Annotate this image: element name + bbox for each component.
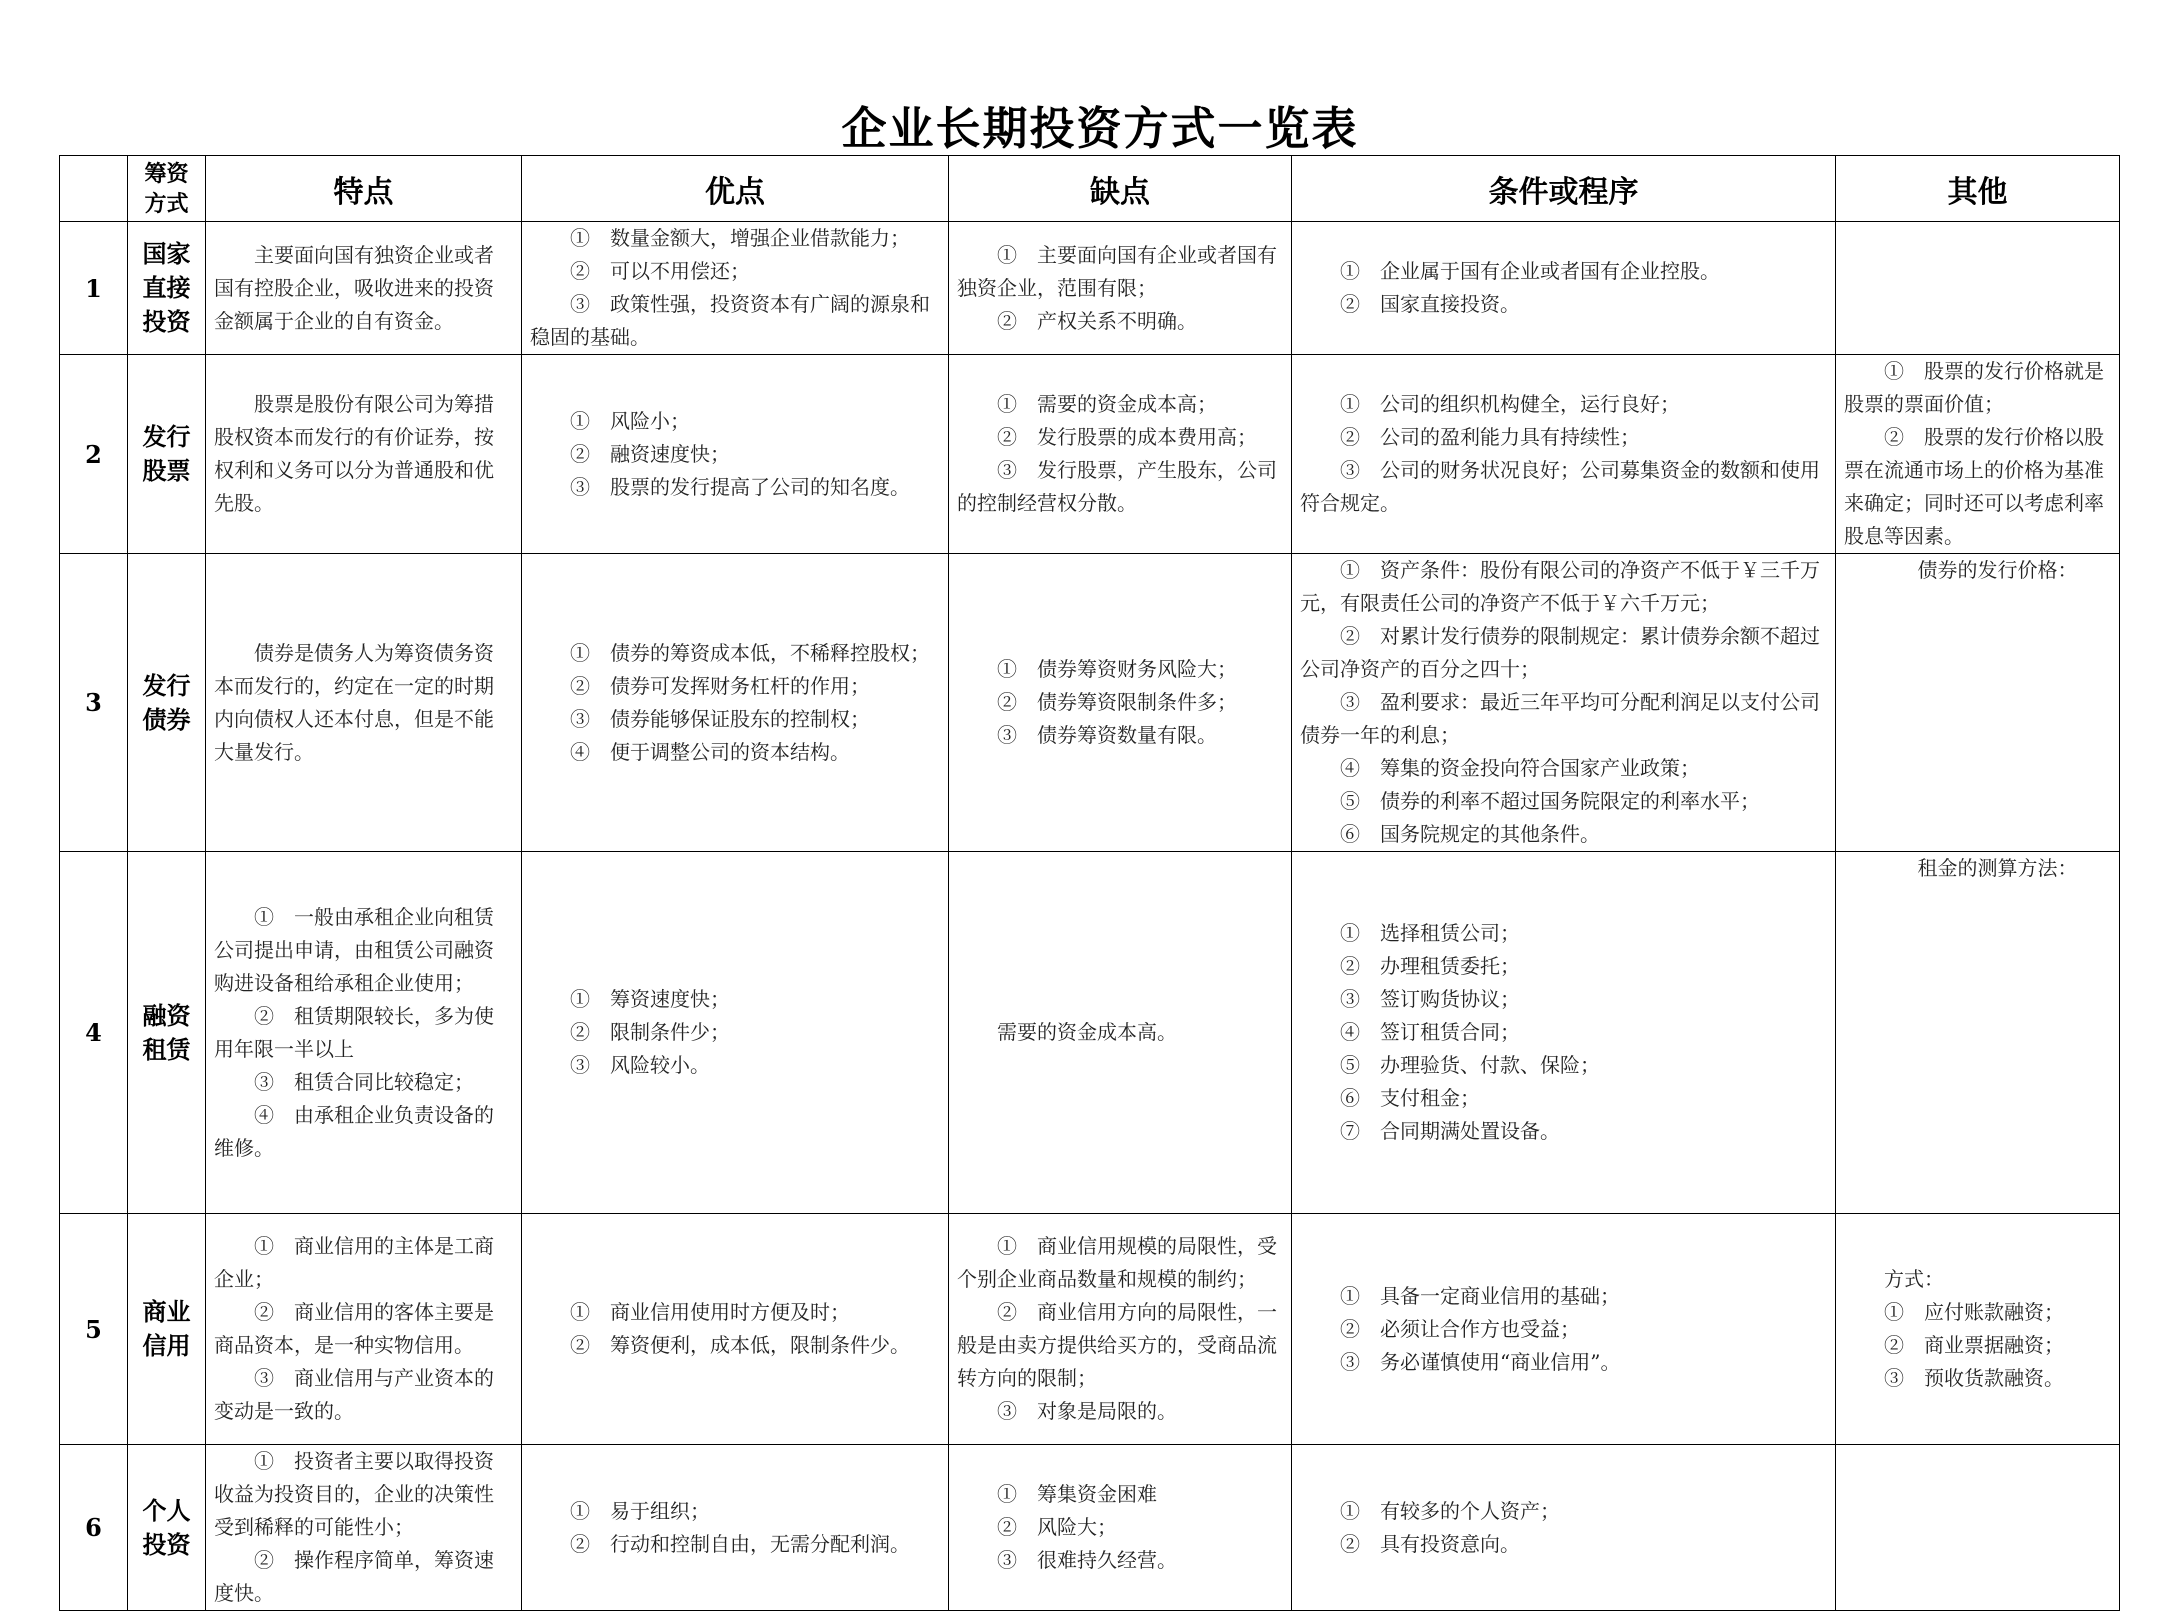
cell-line: ① 商业信用使用时方便及时；: [570, 1300, 850, 1324]
financing-method: [128, 222, 206, 355]
cell-line: ③ 对象是局限的。: [997, 1399, 1177, 1423]
other-cell: [1836, 222, 2120, 355]
cell-line: ② 商业票据融资；: [1884, 1333, 2064, 1357]
method-line: 租赁: [142, 1034, 191, 1064]
cons-cell: [949, 355, 1292, 554]
cell-line: ① 数量金额大，增强企业借款能力；: [570, 226, 910, 250]
cell-line: ④ 筹集的资金投向符合国家产业政策；: [1340, 756, 1700, 780]
row-number: 4: [60, 852, 128, 1214]
cell-line: ② 商业信用方向的局限性，一般是由卖方提供给买方的，受商品流转方向的限制；: [957, 1300, 1277, 1390]
cell-line: ② 限制条件少；: [570, 1020, 730, 1044]
feature-cell: [206, 852, 522, 1214]
table-row: [60, 355, 2120, 554]
financing-method: [128, 1214, 206, 1445]
financing-method: [128, 1445, 206, 1611]
cons-cell: [949, 852, 1292, 1214]
cons-cell: [949, 222, 1292, 355]
method-line: 商业: [142, 1297, 191, 1326]
method-line: 信用: [142, 1331, 191, 1360]
cell-line: ② 国家直接投资。: [1340, 292, 1520, 316]
cell-line: ② 公司的盈利能力具有持续性；: [1340, 425, 1640, 449]
cell-line: ⑦ 合同期满处置设备。: [1340, 1119, 1560, 1143]
feature-cell: [206, 1445, 522, 1611]
cell-line: ① 选择租赁公司；: [1340, 921, 1520, 945]
cell-line: ③ 商业信用与产业资本的变动是一致的。: [214, 1366, 494, 1423]
cell-line: 债券的发行价格：: [1917, 558, 2078, 582]
row-number: 3: [60, 554, 128, 852]
cons-cell: [949, 554, 1292, 852]
cell-line: ① 主要面向国有企业或者国有独资企业，范围有限；: [957, 242, 1277, 300]
row-number: 1: [60, 222, 128, 355]
header-cons: 缺点: [949, 156, 1292, 222]
cell-line: ② 债券可发挥财务杠杆的作用；: [570, 673, 870, 698]
method-line: 个人: [142, 1495, 191, 1525]
cell-line: 需要的资金成本高。: [997, 1020, 1177, 1044]
feature-cell: [206, 355, 522, 554]
cell-line: ① 具备一定商业信用的基础；: [1340, 1283, 1620, 1308]
cell-line: ③ 务必谨慎使用“商业信用”。: [1340, 1349, 1621, 1374]
cell-line: ② 办理租赁委托；: [1340, 954, 1520, 978]
cell-line: ① 有较多的个人资产；: [1340, 1498, 1560, 1523]
cell-line: ① 公司的组织机构健全，运行良好；: [1340, 392, 1680, 416]
cell-line: ③ 预收货款融资。: [1884, 1366, 2064, 1390]
cell-line: ④ 由承租企业负责设备的维修。: [214, 1102, 494, 1160]
table-row: [60, 852, 2120, 1214]
cell-line: ① 易于组织；: [570, 1498, 710, 1523]
cell-line: ⑤ 债券的利率不超过国务院限定的利率水平；: [1340, 789, 1760, 813]
cell-line: ① 企业属于国有企业或者国有企业控股。: [1340, 259, 1720, 283]
cell-line: ③ 很难持久经营。: [997, 1548, 1177, 1572]
method-line: 发行: [142, 422, 191, 451]
row-number: 5: [60, 1214, 128, 1445]
feature-cell: [206, 554, 522, 852]
method-line: 债券: [142, 704, 191, 734]
financing-method: [128, 852, 206, 1214]
financing-method: [128, 355, 206, 554]
cell-line: ③ 盈利要求：最近三年平均可分配利润足以支付公司债券一年的利息；: [1300, 690, 1820, 747]
cons-cell: [949, 1214, 1292, 1445]
table-row: [60, 1214, 2120, 1445]
conditions-cell: [1292, 554, 1836, 852]
cell-line: 租金的测算方法：: [1917, 856, 2078, 880]
pros-cell: [522, 1214, 949, 1445]
table-row: [60, 554, 2120, 852]
cell-line: ② 必须让合作方也受益；: [1340, 1316, 1580, 1341]
conditions-cell: [1292, 852, 1836, 1214]
method-line: 投资: [142, 307, 191, 336]
cell-line: ③ 债券能够保证股东的控制权；: [570, 706, 870, 731]
cell-line: ② 操作程序简单，筹资速度快。: [214, 1548, 494, 1605]
cell-line: ③ 发行股票，产生股东，公司的控制经营权分散。: [957, 458, 1277, 515]
header-method: [128, 156, 206, 222]
cell-line: ② 债券筹资限制条件多；: [997, 690, 1237, 714]
cell-line: ① 商业信用规模的局限性，受个别企业商品数量和规模的制约；: [957, 1234, 1277, 1291]
conditions-cell: [1292, 355, 1836, 554]
cell-line: ③ 债券筹资数量有限。: [997, 723, 1217, 747]
header-pros: 优点: [522, 156, 949, 222]
cell-line: ① 股票的发行价格就是股票的票面价值；: [1844, 359, 2104, 416]
header-conditions: 条件或程序: [1292, 156, 1836, 222]
header-method-line: 筹资: [144, 160, 189, 187]
pros-cell: [522, 222, 949, 355]
cell-line: ③ 股票的发行提高了公司的知名度。: [570, 474, 910, 499]
method-line: 直接: [142, 273, 191, 302]
header-row: [60, 156, 2120, 222]
other-cell: [1836, 1445, 2120, 1611]
cell-line: ③ 公司的财务状况良好；公司募集资金的数额和使用符合规定。: [1300, 458, 1820, 515]
financing-method: [128, 554, 206, 852]
cell-line: ② 具有投资意向。: [1340, 1531, 1520, 1556]
conditions-cell: [1292, 1214, 1836, 1445]
header-method-line: 方式: [144, 190, 189, 217]
other-cell: [1836, 852, 2120, 1214]
header-number: [60, 156, 128, 222]
cell-line: ① 商业信用的主体是工商企业；: [214, 1234, 494, 1291]
pros-cell: [522, 554, 949, 852]
cell-line: ① 一般由承租企业向租赁公司提出申请，由租赁公司融资购进设备租给承租企业使用；: [214, 904, 494, 995]
cell-line: ② 产权关系不明确。: [997, 308, 1197, 333]
cell-line: ① 债券的筹资成本低，不稀释控股权；: [570, 640, 930, 665]
cell-line: ① 债券筹资财务风险大；: [997, 657, 1237, 681]
row-number: 6: [60, 1445, 128, 1611]
cell-line: ① 风险小；: [570, 408, 690, 433]
cell-line: ② 筹资便利，成本低，限制条件少。: [570, 1333, 910, 1357]
conditions-cell: [1292, 222, 1836, 355]
header-feature: 特点: [206, 156, 522, 222]
conditions-cell: [1292, 1445, 1836, 1611]
header-other: 其他: [1836, 156, 2120, 222]
cell-line: ② 融资速度快；: [570, 441, 730, 466]
other-cell: [1836, 355, 2120, 554]
cell-line: ① 投资者主要以取得投资收益为投资目的，企业的决策性受到稀释的可能性小；: [214, 1449, 494, 1539]
page-title: 企业长期投资方式一览表: [841, 102, 1359, 155]
cell-line: ② 可以不用偿还；: [570, 259, 750, 283]
feature-cell: [206, 1214, 522, 1445]
table-row: [60, 1445, 2120, 1611]
method-line: 融资: [142, 1000, 191, 1030]
cell-line: ③ 签订购货协议；: [1340, 987, 1520, 1011]
pros-cell: [522, 1445, 949, 1611]
cell-line: ① 资产条件：股份有限公司的净资产不低于￥三千万元，有限责任公司的净资产不低于￥六千万元；: [1300, 558, 1820, 615]
pros-cell: [522, 355, 949, 554]
cell-line: ② 商业信用的客体主要是商品资本，是一种实物信用。: [214, 1300, 494, 1357]
other-cell: [1836, 554, 2120, 852]
cell-line: ③ 政策性强，投资资本有广阔的源泉和稳固的基础。: [530, 292, 930, 349]
cell-line: ③ 租赁合同比较稳定；: [254, 1069, 474, 1094]
cell-line: ⑤ 办理验货、付款、保险；: [1340, 1053, 1600, 1077]
other-cell: [1836, 1214, 2120, 1445]
table-row: [60, 222, 2120, 355]
cell-line: ⑥ 国务院规定的其他条件。: [1340, 822, 1600, 846]
cell-line: ② 行动和控制自由，无需分配利润。: [570, 1531, 910, 1556]
cell-line: ② 对累计发行债券的限制规定：累计债券余额不超过公司净资产的百分之四十；: [1300, 624, 1820, 681]
method-line: 发行: [142, 670, 191, 700]
feature-cell: [206, 222, 522, 355]
cell-line: ② 租赁期限较长，多为使用年限一半以上: [214, 1003, 494, 1061]
investment-table: [59, 155, 2120, 1611]
cell-line: 方式：: [1884, 1267, 1944, 1291]
row-number: 2: [60, 355, 128, 554]
cell-line: 债券是债务人为筹资债务资本而发行的，约定在一定的时期内向债权人还本付息，但是不能大量发行。: [214, 640, 494, 764]
method-line: 投资: [142, 1529, 191, 1559]
cell-line: ② 风险大；: [997, 1515, 1117, 1539]
method-line: 国家: [142, 239, 191, 268]
pros-cell: [522, 852, 949, 1214]
cell-line: ① 筹集资金困难: [997, 1482, 1157, 1506]
cell-line: ① 需要的资金成本高；: [997, 392, 1217, 416]
cell-line: 主要面向国有独资企业或者国有控股企业，吸收进来的投资金额属于企业的自有资金。: [214, 242, 494, 333]
cell-line: ④ 签订租赁合同；: [1340, 1020, 1520, 1044]
cons-cell: [949, 1445, 1292, 1611]
cell-line: ② 股票的发行价格以股票在流通市场上的价格为基准来确定；同时还可以考虑利率股息等因素。: [1844, 425, 2104, 548]
cell-line: ③ 风险较小。: [570, 1053, 710, 1077]
cell-line: ① 筹资速度快；: [570, 987, 730, 1011]
cell-line: 股票是股份有限公司为筹措股权资本而发行的有价证券，按权利和义务可以分为普通股和优先股。: [214, 392, 494, 515]
cell-line: ⑥ 支付租金；: [1340, 1086, 1480, 1110]
cell-line: ② 发行股票的成本费用高；: [997, 425, 1257, 449]
cell-line: ④ 便于调整公司的资本结构。: [570, 739, 850, 764]
method-line: 股票: [142, 456, 191, 485]
cell-line: ① 应付账款融资；: [1884, 1300, 2064, 1324]
